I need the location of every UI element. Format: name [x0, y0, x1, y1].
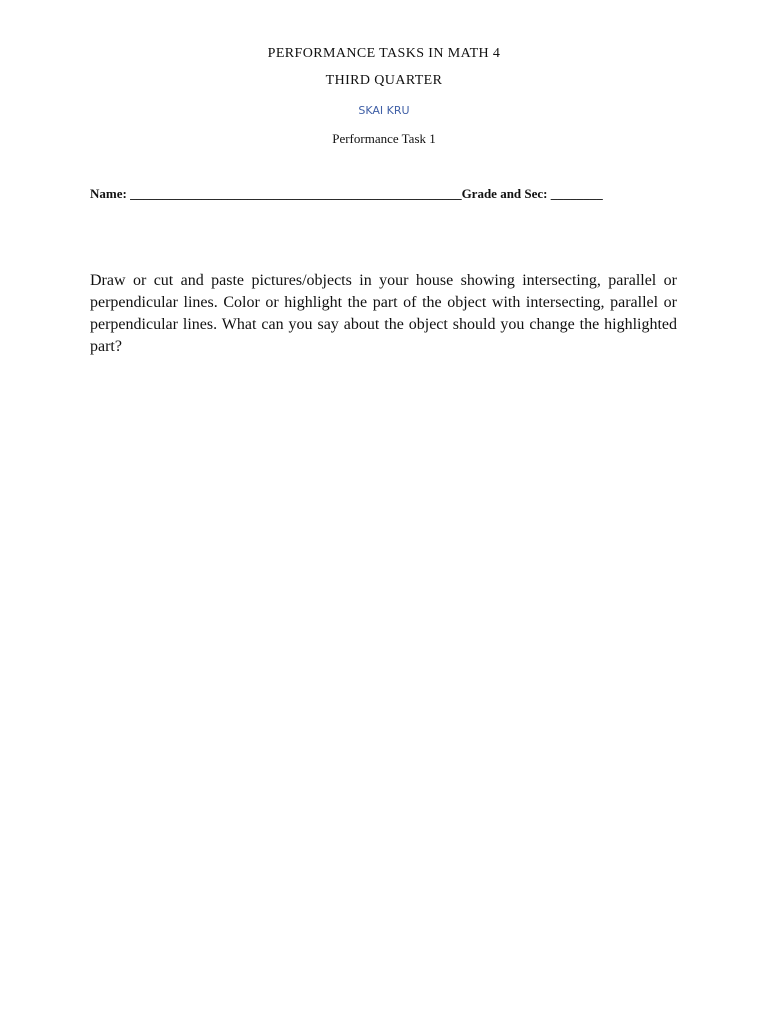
author-credit: SKAI KRU: [358, 104, 410, 117]
quarter-heading: THIRD QUARTER: [325, 73, 443, 88]
document-title: PERFORMANCE TASKS IN MATH 4: [267, 46, 501, 61]
task-heading: Performance Task 1: [332, 131, 436, 146]
task-instructions: Draw or cut and paste pictures/objects in your house showing intersecting, parallel or perpendicular lines. Color or highlight the part of the object with intersecting, parallel or perpendicular lines. What can you say about the object should you change the highlighted part?: [90, 272, 677, 355]
name-grade-line: Name: ___________________________________________________Grade and Sec: ________: [90, 186, 603, 201]
